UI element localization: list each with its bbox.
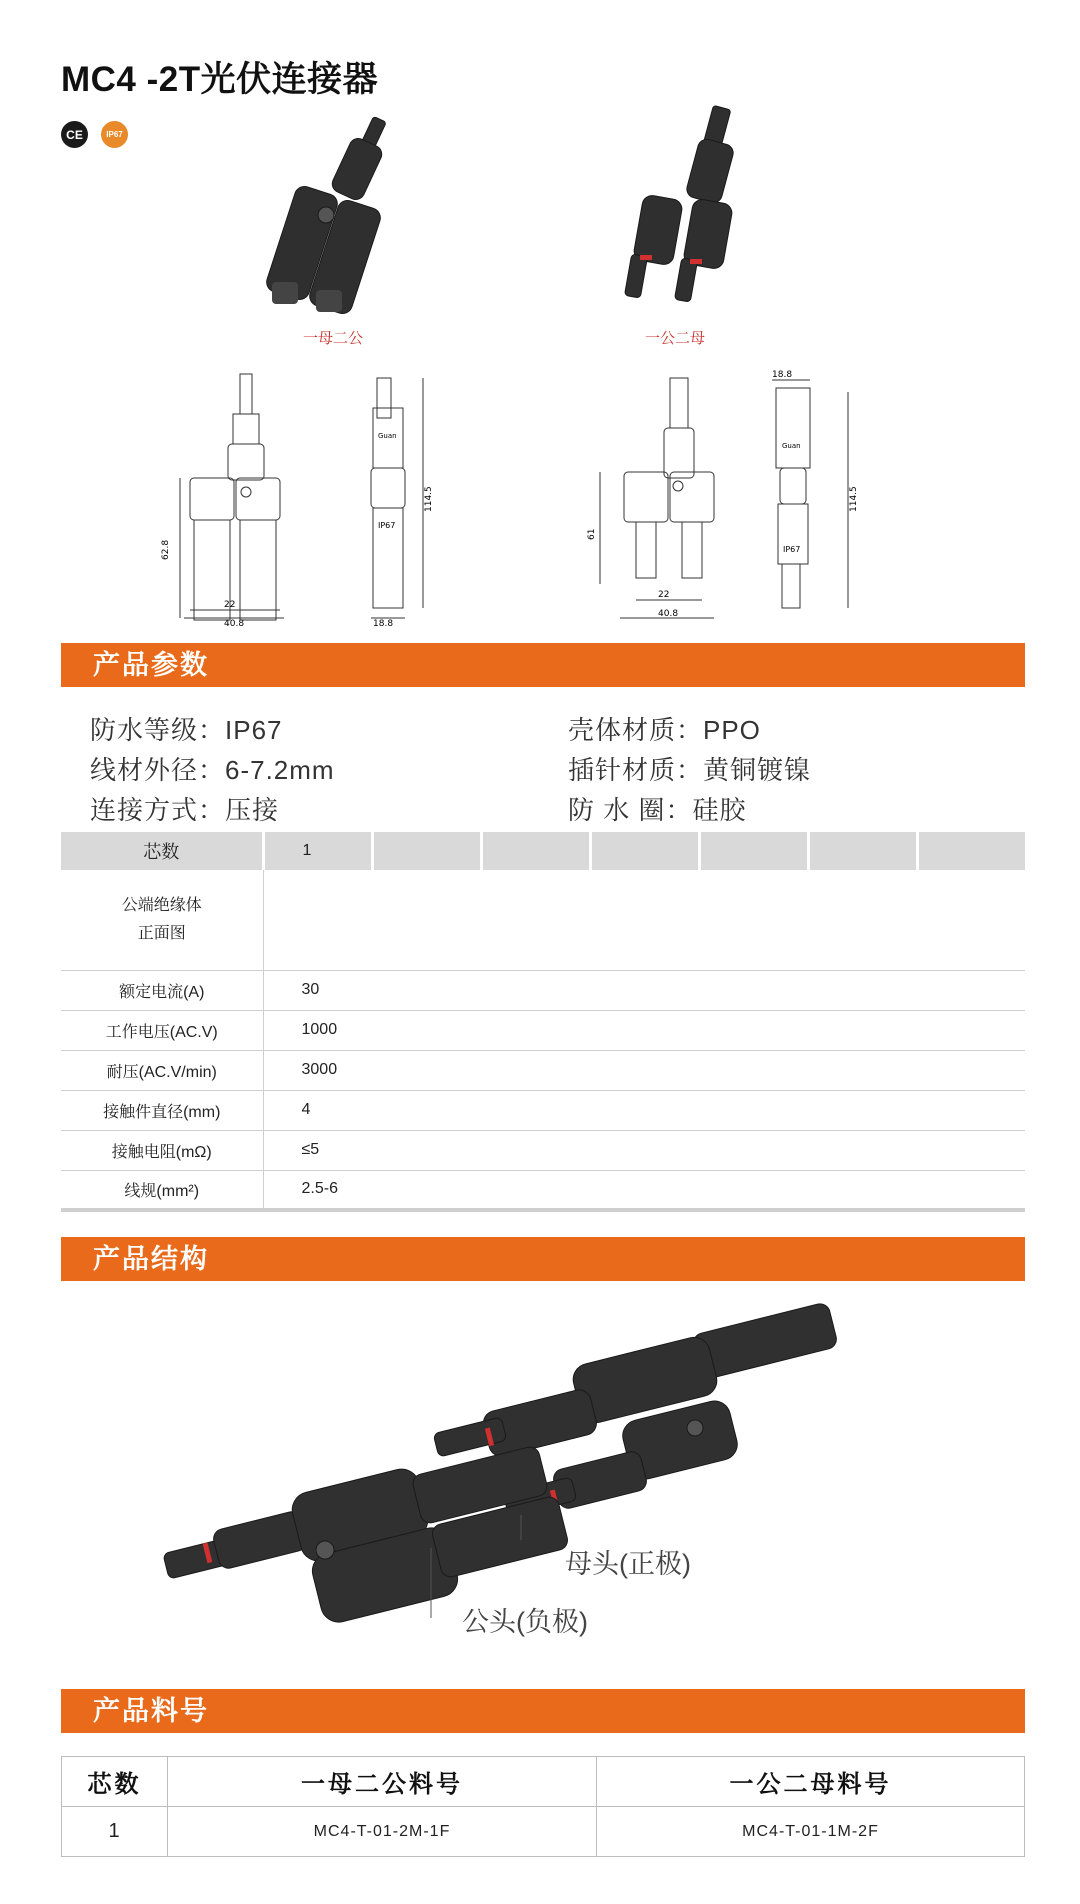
caption-1f2m: 一母二公 <box>303 330 364 347</box>
row-label-withstand: 耐压(AC.V/min) <box>61 1050 263 1090</box>
header-cores-value: 1 <box>263 832 372 870</box>
structure-image <box>175 1300 855 1620</box>
front-view-label: 公端绝缘体 正面图 <box>61 870 263 970</box>
col-header-1f2m: 一母二公料号 <box>168 1757 597 1807</box>
ip67-badge-icon: IP67 <box>101 121 128 148</box>
dim-width-left: 40.8 <box>224 619 245 629</box>
label-guan-left: Guan <box>378 432 397 440</box>
spec-connection: 连接方式：压接 <box>90 795 280 825</box>
dim-pitch-left: 22 <box>224 600 236 610</box>
table-row <box>61 1130 1025 1170</box>
dim-length-left: 114.5 <box>424 486 434 512</box>
dim-length-right: 114.5 <box>849 486 859 512</box>
table-row <box>61 1050 1025 1090</box>
y-connector-1m2f-image <box>620 105 770 305</box>
section-banner-part-numbers: 产品料号 <box>61 1689 1025 1733</box>
spec-seal: 防 水 圈：硅胶 <box>568 795 747 825</box>
part-number-table <box>61 1756 1025 1857</box>
dim-height-right: 61 <box>587 528 597 540</box>
table-row <box>61 970 1025 1010</box>
row-value-resistance: ≤5 <box>263 1130 1025 1170</box>
label-ip67-right: IP67 <box>783 545 801 554</box>
caption-1m2f: 一公二母 <box>645 330 706 347</box>
row-value-contact-diameter: 4 <box>263 1090 1025 1130</box>
section-banner-params: 产品参数 <box>61 643 1025 687</box>
spec-pin-material: 插针材质：黄铜镀镍 <box>568 755 812 785</box>
table-row <box>61 1010 1025 1050</box>
drawing-1f2m-side <box>365 368 445 628</box>
row-label-current: 额定电流(A) <box>61 970 263 1010</box>
label-ip67-left: IP67 <box>378 521 396 530</box>
cell-cores: 1 <box>62 1807 168 1857</box>
table-row <box>61 870 1025 970</box>
dim-width-right: 40.8 <box>658 609 679 619</box>
col-header-cores: 芯数 <box>62 1757 168 1807</box>
param-table <box>61 832 1025 1212</box>
row-value-current: 30 <box>263 970 1025 1010</box>
spec-housing: 壳体材质：PPO <box>568 715 761 745</box>
part-table-header <box>62 1757 1025 1807</box>
cell-1f2m-part: MC4-T-01-2M-1F <box>168 1807 597 1857</box>
row-label-contact-diameter: 接触件直径(mm) <box>61 1090 263 1130</box>
dim-depth-right: 18.8 <box>772 370 793 380</box>
table-row <box>61 1090 1025 1130</box>
row-value-gauge: 2.5-6 <box>263 1170 1025 1210</box>
header-cores-label: 芯数 <box>61 832 263 870</box>
drawing-1m2f-side <box>770 368 870 628</box>
spec-cable-diameter: 线材外径：6-7.2mm <box>90 755 335 785</box>
male-connector-label: 公头(负极) <box>462 1607 588 1637</box>
female-connector-label: 母头(正极) <box>565 1549 691 1579</box>
section-banner-structure: 产品结构 <box>61 1237 1025 1281</box>
spec-waterproof: 防水等级：IP67 <box>90 715 283 745</box>
col-header-1m2f: 一公二母料号 <box>597 1757 1025 1807</box>
param-table-header <box>61 832 1025 870</box>
cell-1m2f-part: MC4-T-01-1M-2F <box>597 1807 1025 1857</box>
row-label-resistance: 接触电阻(mΩ) <box>61 1130 263 1170</box>
dim-depth-left: 18.8 <box>373 619 394 629</box>
drawing-1f2m-front <box>160 368 310 628</box>
drawing-1m2f-front <box>587 368 740 628</box>
row-label-gauge: 线规(mm²) <box>61 1170 263 1210</box>
dim-pitch-right: 22 <box>658 590 670 600</box>
table-row <box>62 1807 1025 1857</box>
ce-mark-icon: CE <box>61 121 88 148</box>
row-label-voltage: 工作电压(AC.V) <box>61 1010 263 1050</box>
y-connector-1f2m-image <box>260 110 430 315</box>
row-value-withstand: 3000 <box>263 1050 1025 1090</box>
page-title: MC4 -2T光伏连接器 <box>61 60 379 99</box>
row-value-voltage: 1000 <box>263 1010 1025 1050</box>
dim-height-left: 62.8 <box>161 539 171 560</box>
table-row <box>61 1170 1025 1210</box>
label-guan-right: Guan <box>782 442 801 450</box>
